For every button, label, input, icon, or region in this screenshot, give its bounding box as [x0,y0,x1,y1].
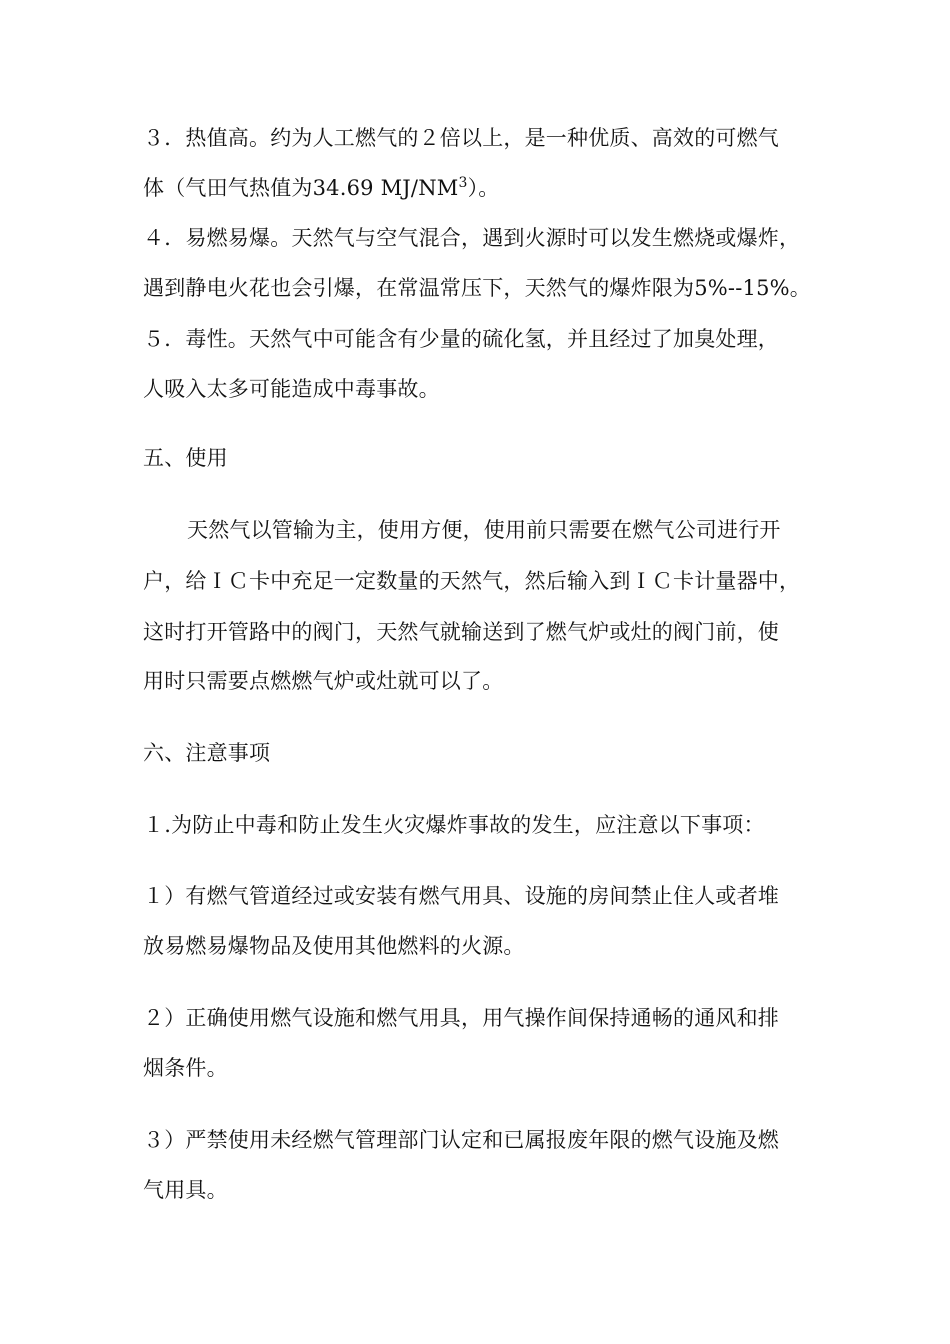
item4-line2: 遇到静电火花也会引爆，在常温常压下，天然气的爆炸限为5%--15%。 [143,276,811,300]
section6-sub1-line2: 放易燃易爆物品及使用其他燃料的火源。 [143,934,525,958]
superscript-three: 3 [458,175,468,191]
item4-line1: ４．易燃易爆。天然气与空气混合，遇到火源时可以发生燃烧或爆炸， [143,226,801,250]
section5-para-line1: 天然气以管输为主，使用方便，使用前只需要在燃气公司进行开 [187,518,781,542]
section5-para-line3: 这时打开管路中的阀门，天然气就输送到了燃气炉或灶的阀门前，使 [143,620,779,644]
section5-para-line2: 户，给ＩＣ卡中充足一定数量的天然气，然后输入到ＩＣ卡计量器中， [143,569,801,593]
item5-line1: ５．毒性。天然气中可能含有少量的硫化氢，并且经过了加臭处理， [143,327,779,351]
section6-heading: 六、注意事项 [143,741,271,765]
section6-sub2-line2: 烟条件。 [143,1056,228,1080]
item3-line1: ３．热值高。约为人工燃气的２倍以上，是一种优质、高效的可燃气 [143,126,779,150]
section6-sub3-line1: ３）严禁使用未经燃气管理部门认定和已属报废年限的燃气设施及燃 [143,1128,779,1152]
section6-item1: １.为防止中毒和防止发生火灾爆炸事故的发生，应注意以下事项： [143,813,765,837]
section5-heading: 五、使用 [143,446,228,470]
section5-para-line4: 用时只需要点燃燃气炉或灶就可以了。 [143,669,504,693]
section6-sub3-line2: 气用具。 [143,1178,228,1202]
item3-line2-text: 体（气田气热值为34.69 MJ/NM [143,176,459,200]
item5-line2: 人吸入太多可能造成中毒事故。 [143,377,440,401]
item3-line2-end: ）。 [467,176,500,200]
section6-sub1-line1: １）有燃气管道经过或安装有燃气用具、设施的房间禁止住人或者堆 [143,884,779,908]
item3-line2 [143,174,499,202]
section6-sub2-line1: ２）正确使用燃气设施和燃气用具，用气操作间保持通畅的通风和排 [143,1006,779,1030]
